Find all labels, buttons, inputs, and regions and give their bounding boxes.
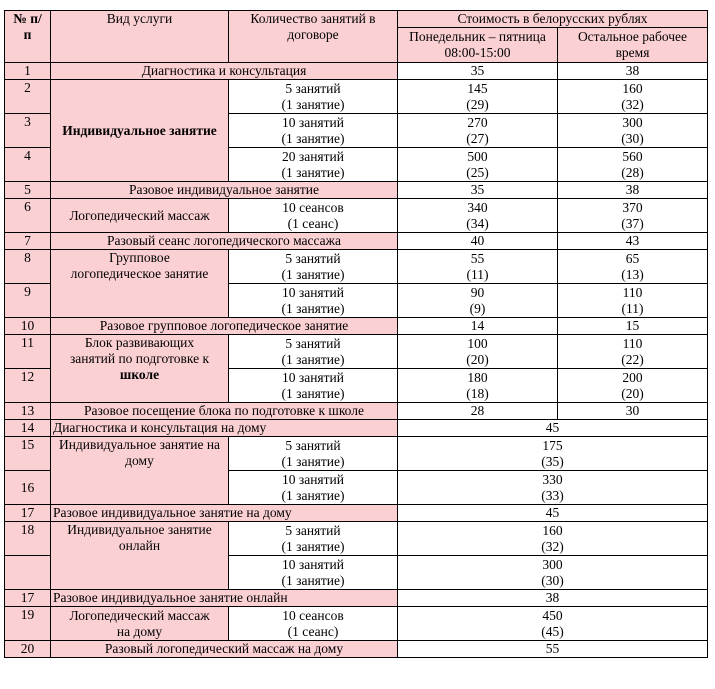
row-num: 18 (5, 522, 51, 556)
row-service: Разовое индивидуальное занятие онлайн (51, 590, 398, 607)
row-count: 10 занятий (1 занятие) (229, 369, 398, 403)
row-price-weekday: 145 (29) (398, 80, 558, 114)
header-weekday: Понедельник – пятница 08:00-15:00 (398, 28, 558, 63)
row-num: 4 (5, 148, 51, 182)
row-num: 5 (5, 182, 51, 199)
row-price-other: 110 (22) (558, 335, 708, 369)
row-num: 6 (5, 199, 51, 233)
row-service: Логопедический массаж на дому (51, 607, 229, 641)
row-price: 175 (35) (398, 437, 708, 471)
row-price-other: 15 (558, 318, 708, 335)
row-service: Индивидуальное занятие на дому (51, 437, 229, 505)
row-count: 10 занятий (1 занятие) (229, 114, 398, 148)
row-count: 10 сеансов (1 сеанс) (229, 607, 398, 641)
row-service: Индивидуальное занятие онлайн (51, 522, 229, 590)
row-price-weekday: 90 (9) (398, 284, 558, 318)
row-count: 10 занятий (1 занятие) (229, 556, 398, 590)
row-price-other: 300 (30) (558, 114, 708, 148)
row-num: 16 (5, 471, 51, 505)
table-row (5, 590, 708, 607)
row-count: 10 сеансов (1 сеанс) (229, 199, 398, 233)
header-row-1 (5, 11, 708, 28)
row-price-other: 30 (558, 403, 708, 420)
row-num: 11 (5, 335, 51, 369)
row-price: 45 (398, 505, 708, 522)
price-table (4, 10, 708, 658)
table-row (5, 318, 708, 335)
row-price-weekday: 270 (27) (398, 114, 558, 148)
header-num: № п/п (5, 11, 51, 63)
row-service: Разовое индивидуальное занятие (51, 182, 398, 199)
table-row (5, 420, 708, 437)
row-price: 330 (33) (398, 471, 708, 505)
row-num: 15 (5, 437, 51, 471)
row-service: Разовый логопедический массаж на дому (51, 641, 398, 658)
row-num: 3 (5, 114, 51, 148)
row-num: 8 (5, 250, 51, 284)
row-count: 20 занятий (1 занятие) (229, 148, 398, 182)
row-num: 17 (5, 590, 51, 607)
row-service: Разовый сеанс логопедического массажа (51, 233, 398, 250)
row-num: 2 (5, 80, 51, 114)
row-price-weekday: 35 (398, 63, 558, 80)
row-price-other: 370 (37) (558, 199, 708, 233)
row-service: Диагностика и консультация (51, 63, 398, 80)
table-row (5, 607, 708, 641)
row-price-other: 43 (558, 233, 708, 250)
table-row (5, 233, 708, 250)
row-price-weekday: 40 (398, 233, 558, 250)
row-price-other: 38 (558, 63, 708, 80)
row-price-other: 38 (558, 182, 708, 199)
row-price-other: 560 (28) (558, 148, 708, 182)
row-service: Логопедический массаж (51, 199, 229, 233)
row-price: 55 (398, 641, 708, 658)
row-service: Индивидуальное занятие (51, 80, 229, 182)
row-num (5, 556, 51, 590)
row-price-weekday: 340 (34) (398, 199, 558, 233)
table-row (5, 437, 708, 471)
row-price-weekday: 500 (25) (398, 148, 558, 182)
row-count: 10 занятий (1 занятие) (229, 471, 398, 505)
row-service: Блок развивающих занятий по подготовке к школе (51, 335, 229, 403)
row-price-other: 200 (20) (558, 369, 708, 403)
row-count: 10 занятий (1 занятие) (229, 284, 398, 318)
row-price: 38 (398, 590, 708, 607)
header-service: Вид услуги (51, 11, 229, 63)
row-price: 300 (30) (398, 556, 708, 590)
row-count: 5 занятий (1 занятие) (229, 522, 398, 556)
row-count: 5 занятий (1 занятие) (229, 250, 398, 284)
row-price-other: 110 (11) (558, 284, 708, 318)
row-num: 12 (5, 369, 51, 403)
row-price-weekday: 100 (20) (398, 335, 558, 369)
row-num: 7 (5, 233, 51, 250)
header-count: Количество занятий в договоре (229, 11, 398, 63)
row-price-weekday: 35 (398, 182, 558, 199)
header-price: Стоимость в белорусских рублях (398, 11, 708, 28)
row-num: 14 (5, 420, 51, 437)
row-price: 450 (45) (398, 607, 708, 641)
table-row (5, 641, 708, 658)
row-num: 9 (5, 284, 51, 318)
row-service: Разовое посещение блока по подготовке к школе (51, 403, 398, 420)
table-row (5, 80, 708, 114)
row-service: Диагностика и консультация на дому (51, 420, 398, 437)
price-table-wrapper (4, 10, 708, 658)
row-price-weekday: 28 (398, 403, 558, 420)
table-row (5, 182, 708, 199)
row-num: 17 (5, 505, 51, 522)
row-price-weekday: 55 (11) (398, 250, 558, 284)
row-count: 5 занятий (1 занятие) (229, 80, 398, 114)
row-price-weekday: 14 (398, 318, 558, 335)
row-num: 20 (5, 641, 51, 658)
row-price-other: 65 (13) (558, 250, 708, 284)
row-num: 1 (5, 63, 51, 80)
table-row (5, 199, 708, 233)
row-count: 5 занятий (1 занятие) (229, 437, 398, 471)
table-row (5, 250, 708, 284)
table-row (5, 335, 708, 369)
row-num: 19 (5, 607, 51, 641)
row-price: 160 (32) (398, 522, 708, 556)
row-num: 10 (5, 318, 51, 335)
header-other: Остальное рабочее время (558, 28, 708, 63)
table-row (5, 505, 708, 522)
row-num: 13 (5, 403, 51, 420)
row-service: Разовое индивидуальное занятие на дому (51, 505, 398, 522)
table-row (5, 63, 708, 80)
row-price-weekday: 180 (18) (398, 369, 558, 403)
row-service: Разовое групповое логопедическое занятие (51, 318, 398, 335)
row-price: 45 (398, 420, 708, 437)
table-row (5, 403, 708, 420)
row-price-other: 160 (32) (558, 80, 708, 114)
row-count: 5 занятий (1 занятие) (229, 335, 398, 369)
table-row (5, 522, 708, 556)
row-service: Групповое логопедическое занятие (51, 250, 229, 318)
